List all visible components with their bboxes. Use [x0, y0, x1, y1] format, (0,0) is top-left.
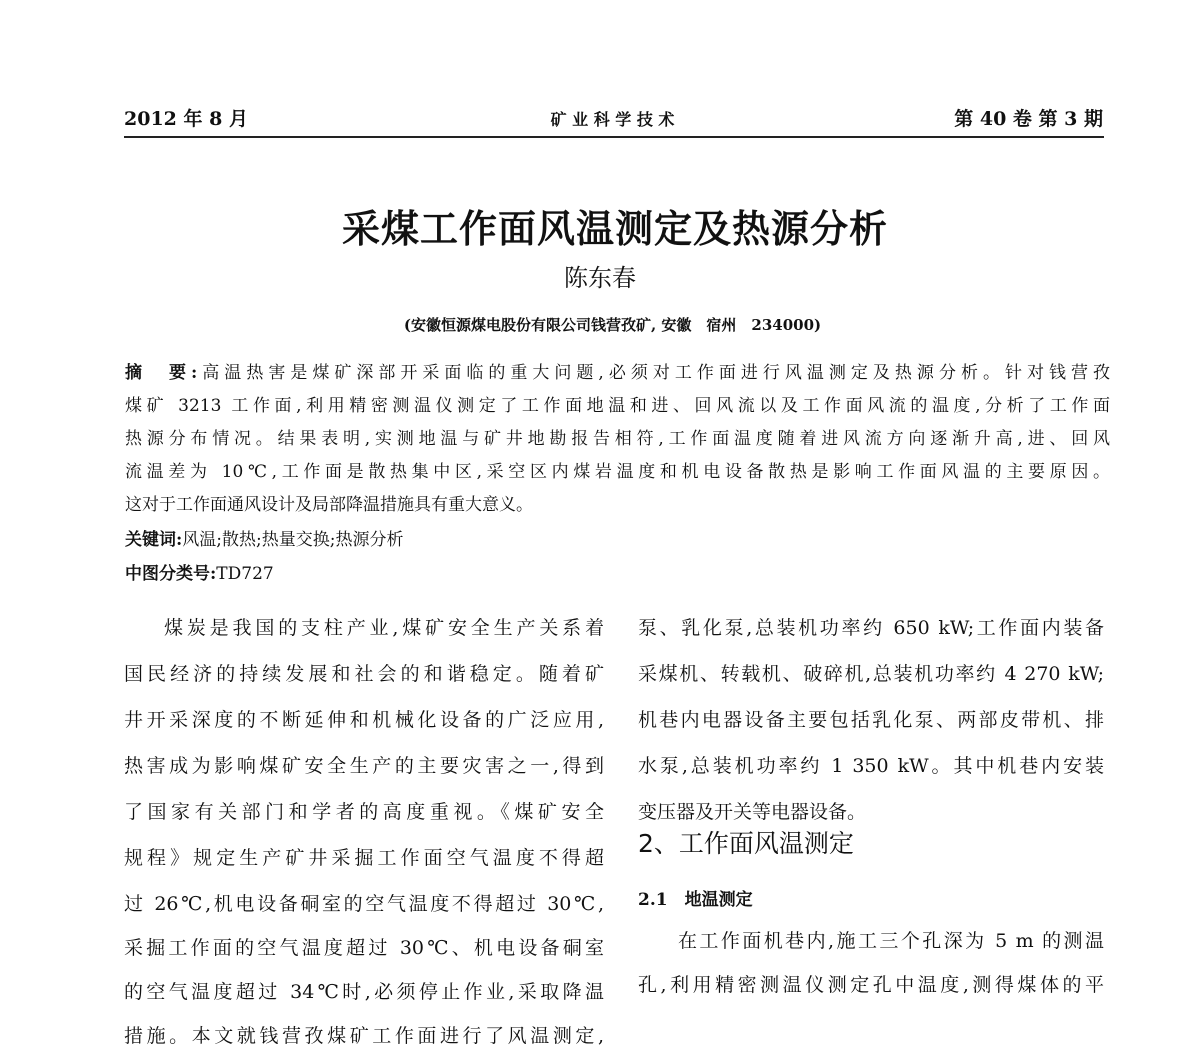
- body-line: 煤炭是我国的支柱产业,煤矿安全生产关系着: [164, 617, 604, 639]
- body-line: 了国家有关部门和学者的高度重视。《煤矿安全: [124, 801, 604, 823]
- header-rule: [124, 136, 1104, 138]
- paper-title: 采煤工作面风温测定及热源分析: [341, 206, 888, 251]
- body-line: 采煤机、转载机、破碎机,总装机功率约 4 270 kW;: [638, 663, 1104, 685]
- body-line: 泵、乳化泵,总装机功率约 650 kW;工作面内装备: [638, 617, 1104, 639]
- author: 陈东春: [564, 264, 636, 292]
- keywords: [125, 525, 1110, 555]
- abstract-line: 煤矿 3213 工作面,利用精密测温仪测定了工作面地温和进、回风流以及工作面风流的温度,分析了工作面: [125, 396, 1110, 416]
- body-line: 采掘工作面的空气温度超过 30℃、机电设备硐室: [124, 937, 604, 959]
- affiliation: (安徽恒源煤电股份有限公司钱营孜矿, 安徽 宿州 234000): [403, 316, 822, 334]
- classification-text: TD727: [216, 564, 274, 584]
- body-line: 国民经济的持续发展和社会的和谐稳定。随着矿: [124, 663, 604, 685]
- abstract-line: [125, 358, 1110, 388]
- header-volume: 第 40 卷 第 3 期: [954, 108, 1103, 130]
- abstract-line: 这对于工作面通风设计及局部降温措施具有重大意义。: [125, 495, 533, 515]
- body-line: 的空气温度超过 34℃时,必须停止作业,采取降温: [124, 981, 604, 1003]
- body-line: 井开采深度的不断延伸和机械化设备的广泛应用,: [124, 709, 604, 731]
- body-line: 热害成为影响煤矿安全生产的主要灾害之一,得到: [124, 755, 604, 777]
- abstract-line: 流温差为 10℃,工作面是散热集中区,采空区内煤岩温度和机电设备散热是影响工作面风温的主要原因。: [125, 462, 1110, 482]
- body-line: 措施。本文就钱营孜煤矿工作面进行了风温测定,: [124, 1025, 604, 1047]
- abstract-label: 摘 要:: [125, 363, 198, 383]
- header-journal: 矿 业 科 学 技 术: [550, 110, 675, 129]
- body-line: 变压器及开关等电器设备。: [638, 801, 867, 823]
- header-date: 2012 年 8 月: [124, 108, 248, 130]
- classification: [125, 559, 1110, 589]
- keywords-label: 关键词:: [125, 530, 183, 550]
- keywords-text: 风温;散热;热量交换;热源分析: [182, 530, 404, 550]
- classification-label: 中图分类号:: [125, 564, 217, 584]
- body-line: 规程》规定生产矿井采掘工作面空气温度不得超: [124, 847, 604, 869]
- body-line: 过 26℃,机电设备硐室的空气温度不得超过 30℃,: [124, 893, 604, 915]
- body-line: 孔,利用精密测温仪测定孔中温度,测得煤体的平: [638, 974, 1104, 996]
- abstract-text: 高温热害是煤矿深部开采面临的重大问题,必须对工作面进行风温测定及热源分析。针对钱营孜: [197, 363, 1110, 383]
- body-line: 在工作面机巷内,施工三个孔深为 5 m 的测温: [678, 930, 1104, 952]
- subsection-heading: 2.1 地温测定: [638, 890, 753, 910]
- body-line: 水泵,总装机功率约 1 350 kW。其中机巷内安装: [638, 755, 1104, 777]
- body-line: 机巷内电器设备主要包括乳化泵、两部皮带机、排: [638, 709, 1104, 731]
- section-heading: 2、工作面风温测定: [638, 829, 854, 858]
- abstract-line: 热源分布情况。结果表明,实测地温与矿井地勘报告相符,工作面温度随着进风流方向逐渐升高,进、回风: [125, 429, 1110, 449]
